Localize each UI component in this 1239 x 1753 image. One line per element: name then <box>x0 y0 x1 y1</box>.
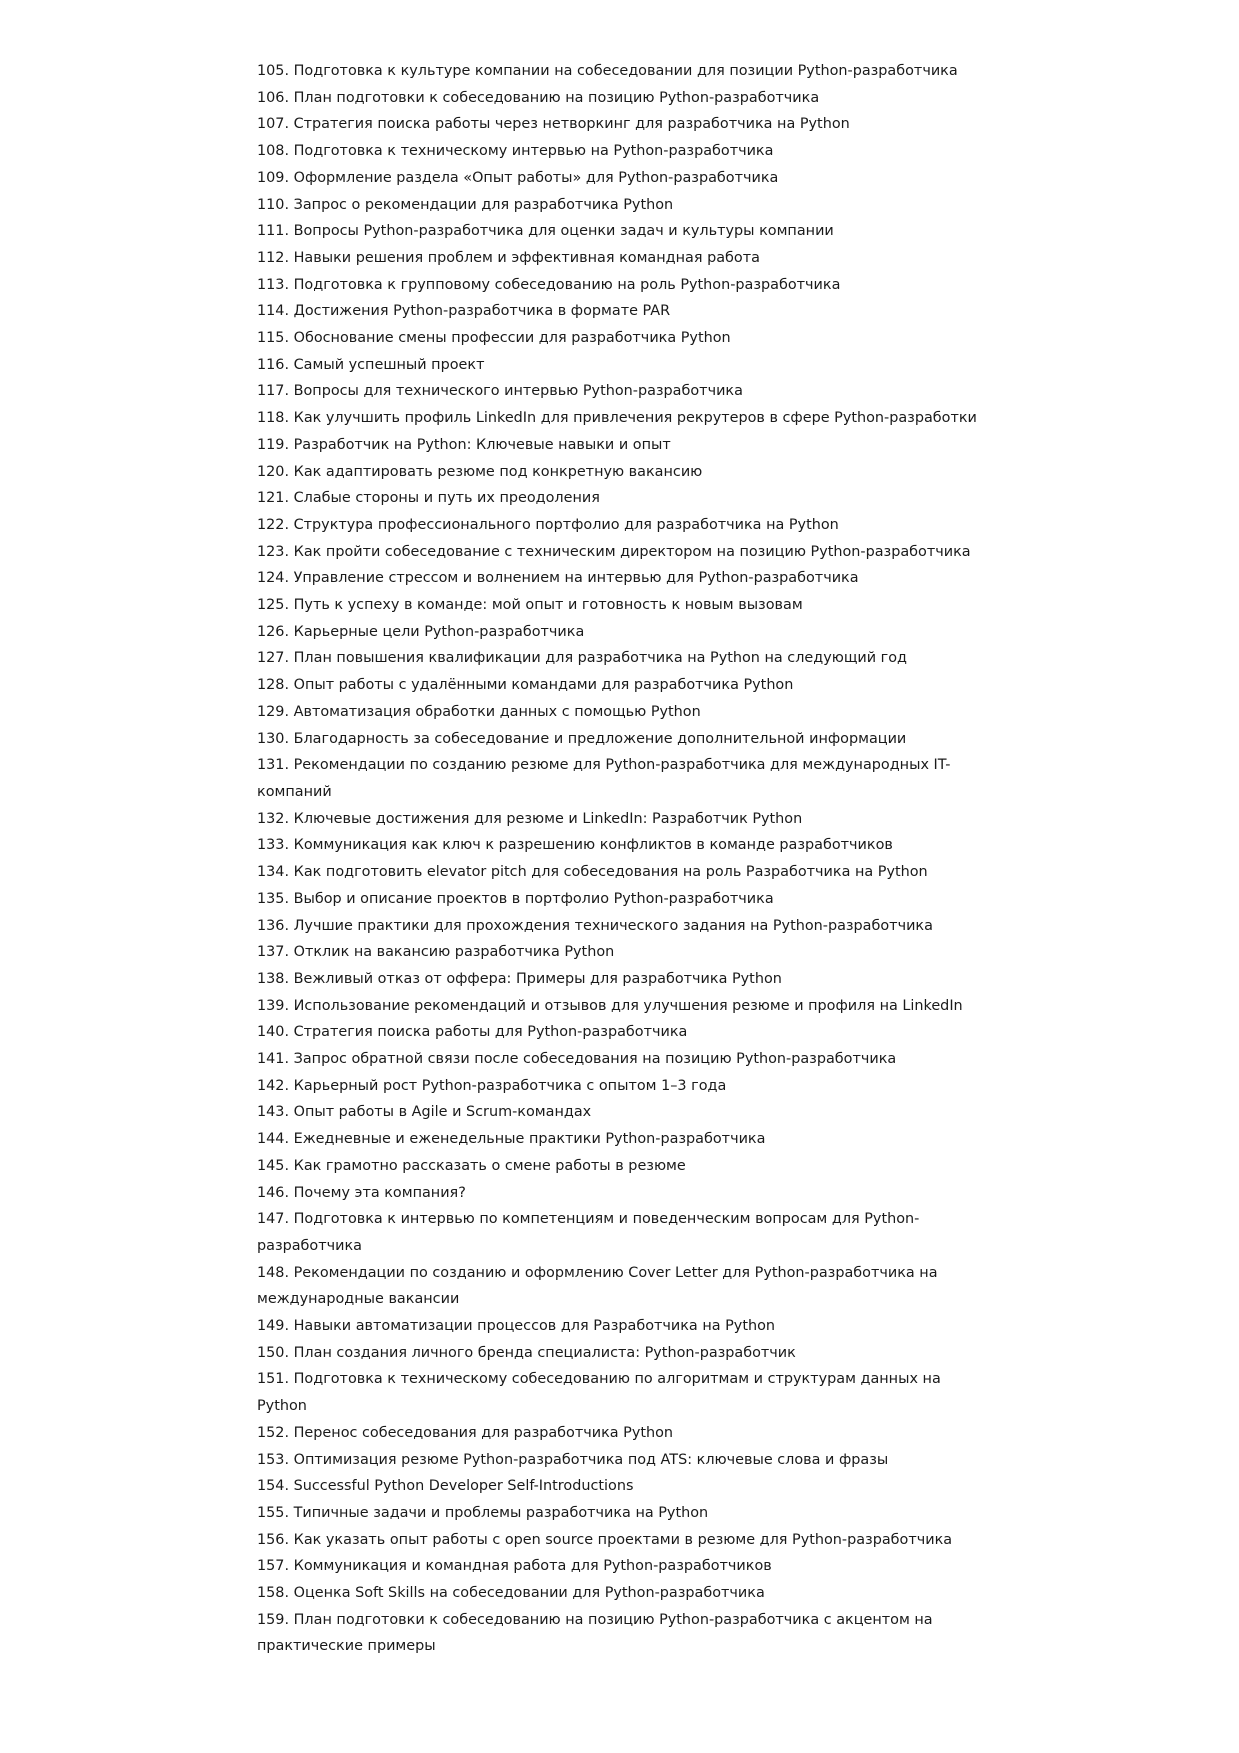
list-item: 122. Структура профессионального портфолио для разработчика на Python <box>257 516 839 533</box>
list-item: 133. Коммуникация как ключ к разрешению конфликтов в команде разработчиков <box>257 837 893 854</box>
list-item: 109. Оформление раздела «Опыт работы» для Python-разработчика <box>257 169 779 186</box>
list-item: 149. Навыки автоматизации процессов для Разработчика на Python <box>257 1318 776 1335</box>
list-item: 108. Подготовка к техническому интервью на Python-разработчика <box>257 143 774 160</box>
list-item: 144. Ежедневные и еженедельные практики Python-разработчика <box>257 1131 766 1148</box>
list-item: 107. Стратегия поиска работы через нетворкинг для разработчика на Python <box>257 116 850 133</box>
list-item: 148. Рекомендации по созданию и оформлению Cover Letter для Python-разработчика на международные вакансии <box>257 1264 938 1308</box>
list-item: 111. Вопросы Python-разработчика для оценки задач и культуры компании <box>257 223 834 240</box>
topic-list <box>257 58 985 1660</box>
list-item: 113. Подготовка к групповому собеседованию на роль Python-разработчика <box>257 276 841 293</box>
list-item: 134. Как подготовить elevator pitch для собеседования на роль Разработчика на Python <box>257 864 928 881</box>
list-item: 129. Автоматизация обработки данных с помощью Python <box>257 703 701 720</box>
list-item: 125. Путь к успеху в команде: мой опыт и готовность к новым вызовам <box>257 597 803 614</box>
list-item: 114. Достижения Python-разработчика в формате PAR <box>257 303 671 320</box>
list-item: 120. Как адаптировать резюме под конкретную вакансию <box>257 463 703 480</box>
list-item: 152. Перенос собеседования для разработчика Python <box>257 1424 674 1441</box>
list-item: 121. Слабые стороны и путь их преодоления <box>257 490 600 507</box>
list-item: 117. Вопросы для технического интервью Python-разработчика <box>257 383 743 400</box>
list-item: 140. Стратегия поиска работы для Python-разработчика <box>257 1024 688 1041</box>
list-item: 141. Запрос обратной связи после собеседования на позицию Python-разработчика <box>257 1051 897 1068</box>
list-item: 110. Запрос о рекомендации для разработчика Python <box>257 196 674 213</box>
list-item: 124. Управление стрессом и волнением на интервью для Python-разработчика <box>257 570 859 587</box>
list-item: 119. Разработчик на Python: Ключевые навыки и опыт <box>257 436 671 453</box>
list-item: 115. Обоснование смены профессии для разработчика Python <box>257 330 731 347</box>
list-item: 127. План повышения квалификации для разработчика на Python на следующий год <box>257 650 907 667</box>
list-item: 142. Карьерный рост Python-разработчика с опытом 1–3 года <box>257 1077 727 1094</box>
list-item: 128. Опыт работы с удалёнными командами для разработчика Python <box>257 677 794 694</box>
list-item: 151. Подготовка к техническому собеседованию по алгоритмам и структурам данных на Python <box>257 1371 941 1415</box>
list-item: 157. Коммуникация и командная работа для Python-разработчиков <box>257 1558 772 1575</box>
list-item: 135. Выбор и описание проектов в портфолио Python-разработчика <box>257 890 774 907</box>
list-item: 118. Как улучшить профиль LinkedIn для привлечения рекрутеров в сфере Python-разработки <box>257 410 977 427</box>
list-item: 106. План подготовки к собеседованию на позицию Python-разработчика <box>257 89 820 106</box>
list-item: 123. Как пройти собеседование с техническим директором на позицию Python-разработчика <box>257 543 971 560</box>
list-item: 143. Опыт работы в Agile и Scrum-командах <box>257 1104 592 1121</box>
list-item: 105. Подготовка к культуре компании на собеседовании для позиции Python-разработчика <box>257 63 958 79</box>
list-item: 139. Использование рекомендаций и отзывов для улучшения резюме и профиля на LinkedIn <box>257 997 963 1014</box>
list-item: 131. Рекомендации по созданию резюме для Python-разработчика для международных IT-компаний <box>257 757 951 800</box>
list-item: 132. Ключевые достижения для резюме и LinkedIn: Разработчик Python <box>257 810 803 827</box>
list-item: 154. Successful Python Developer Self-Introductions <box>257 1478 634 1495</box>
list-item: 116. Самый успешный проект <box>257 356 485 373</box>
list-item: 130. Благодарность за собеседование и предложение дополнительной информации <box>257 730 907 747</box>
list-item: 158. Оценка Soft Skills на собеседовании для Python-разработчика <box>257 1585 765 1602</box>
list-item: 153. Оптимизация резюме Python-разработчика под ATS: ключевые слова и фразы <box>257 1451 889 1468</box>
list-item: 159. План подготовки к собеседованию на позицию Python-разработчика с акцентом на практические примеры <box>257 1611 933 1655</box>
list-item: 147. Подготовка к интервью по компетенциям и поведенческим вопросам для Python-разработчика <box>257 1211 920 1254</box>
list-item: 146. Почему эта компания? <box>257 1184 466 1201</box>
list-item: 150. План создания личного бренда специалиста: Python-разработчик <box>257 1344 796 1361</box>
list-item: 137. Отклик на вакансию разработчика Python <box>257 944 615 961</box>
list-item: 156. Как указать опыт работы с open source проектами в резюме для Python-разработчика <box>257 1531 953 1548</box>
list-item: 136. Лучшие практики для прохождения технического задания на Python-разработчика <box>257 917 933 934</box>
list-item: 155. Типичные задачи и проблемы разработчика на Python <box>257 1504 709 1521</box>
list-item: 138. Вежливый отказ от оффера: Примеры для разработчика Python <box>257 970 782 987</box>
list-item: 126. Карьерные цели Python-разработчика <box>257 623 585 640</box>
list-item: 145. Как грамотно рассказать о смене работы в резюме <box>257 1157 686 1174</box>
document-content <box>257 58 985 1660</box>
list-item: 112. Навыки решения проблем и эффективная командная работа <box>257 249 760 266</box>
